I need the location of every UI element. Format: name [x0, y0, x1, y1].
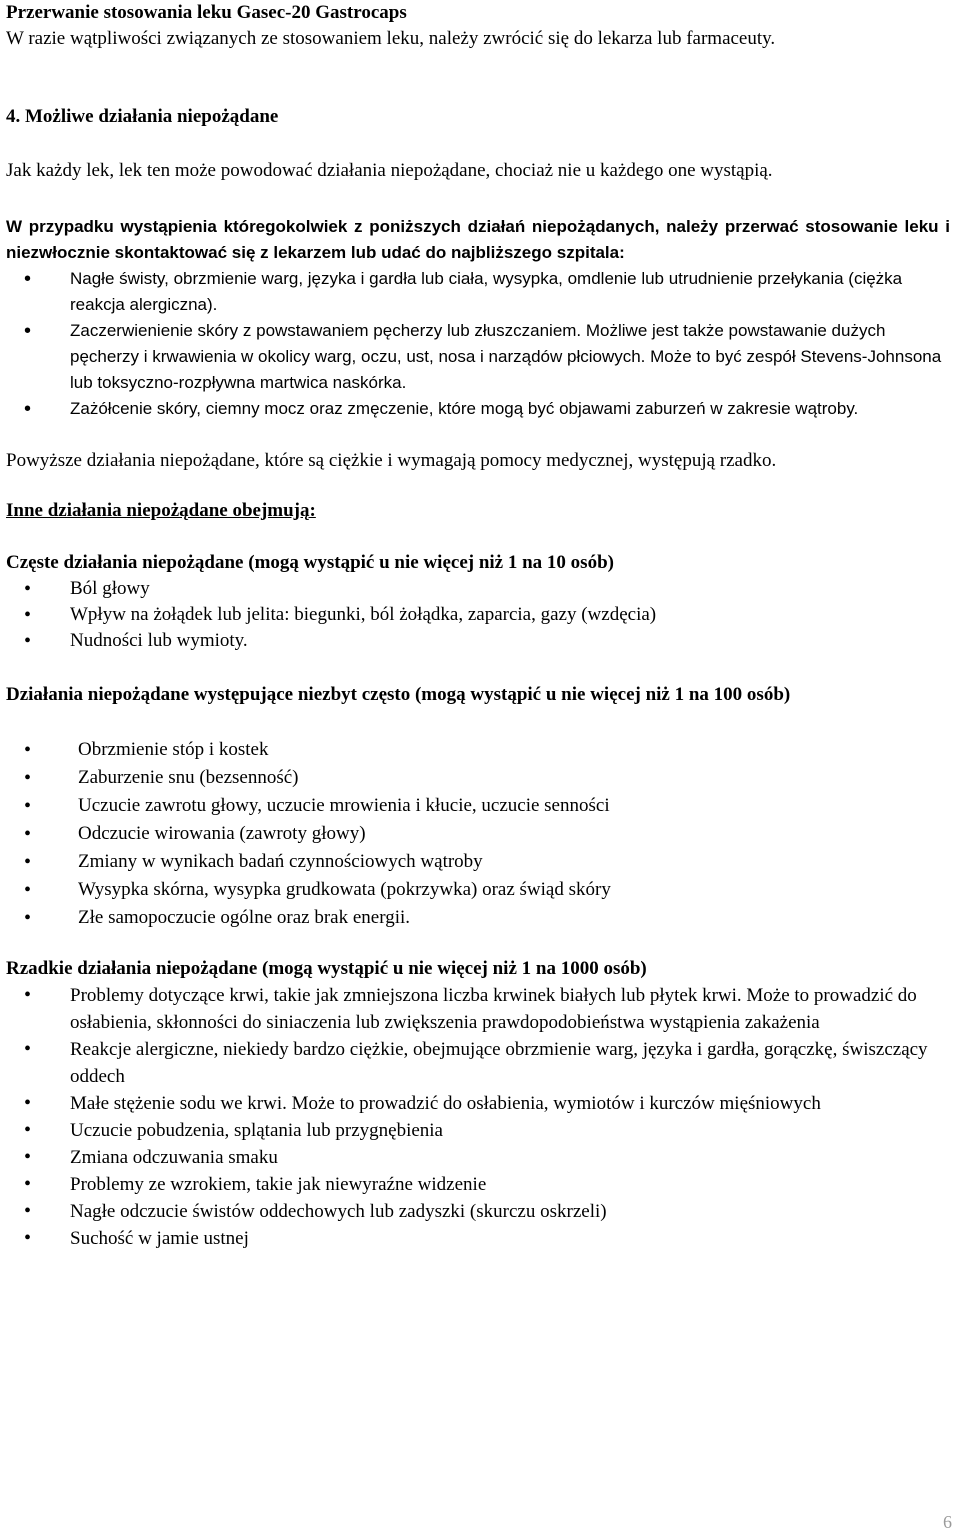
other-effects-heading: Inne działania niepożądane obejmują: — [6, 500, 316, 521]
list-item: • Zażółcenie skóry, ciemny mocz oraz zmęczenie, które mogą być objawami zaburzeń w zakresie wątroby. — [6, 396, 950, 422]
rare-heading: Rzadkie działania niepożądane (mogą wystąpić u nie więcej niż 1 na 1000 osób) — [6, 958, 647, 979]
list-item: • Nudności lub wymioty. — [6, 628, 950, 654]
list-item: • Ból głowy — [6, 576, 950, 602]
list-item: • Nagłe odczucie świstów oddechowych lub zadyszki (skurczu oskrzeli) — [6, 1198, 950, 1225]
interrupt-heading: Przerwanie stosowania leku Gasec-20 Gastrocaps — [6, 2, 407, 23]
rare-note: Powyższe działania niepożądane, które są ciężkie i wymagają pomocy medycznej, występują rzadko. — [6, 450, 777, 471]
interrupt-text: W razie wątpliwości związanych ze stosowaniem leku, należy zwrócić się do lekarza lub farmaceuty. — [6, 28, 776, 49]
uncommon-heading: Działania niepożądane występujące niezbyt często (mogą wystąpić u nie więcej niż 1 na 100 osób) — [6, 684, 791, 705]
list-item: • Problemy dotyczące krwi, takie jak zmniejszona liczba krwinek białych lub płytek krwi. Może to prowadzić do osłabienia, skłonności do siniaczenia lub zwiększenia prawdopodobieństwa wystąpienia zakażenia — [6, 982, 950, 1036]
list-item: • Odczucie wirowania (zawroty głowy) — [6, 820, 950, 848]
section-4-heading: 4. Możliwe działania niepożądane — [6, 106, 279, 127]
list-item: • Zmiana odczuwania smaku — [6, 1144, 950, 1171]
list-item: • Uczucie pobudzenia, splątania lub przygnębienia — [6, 1117, 950, 1144]
list-item: • Zaczerwienienie skóry z powstawaniem pęcherzy lub złuszczaniem. Możliwe jest także powstawanie dużych pęcherzy i krwawienia w okolicy warg, oczu, ust, nosa i narządów płciowych. Może to być zespół Stevens-Johnsona lub toksyczno-rozpływna martwica naskórka. — [6, 318, 950, 396]
section-4-intro: Jak każdy lek, lek ten może powodować działania niepożądane, chociaż nie u każdego one wystąpią. — [6, 160, 773, 181]
list-item: • Wysypka skórna, wysypka grudkowata (pokrzywka) oraz świąd skóry — [6, 876, 950, 904]
serious-warning: W przypadku wystąpienia któregokolwiek z poniższych działań niepożądanych, należy przerwać stosowanie leku i niezwłocznie skontaktować się z lekarzem lub udać do najbliższego szpitala: — [6, 217, 950, 262]
serious-effects-list — [6, 266, 950, 422]
common-heading: Częste działania niepożądane (mogą wystąpić u nie więcej niż 1 na 10 osób) — [6, 552, 614, 573]
list-item: • Małe stężenie sodu we krwi. Może to prowadzić do osłabienia, wymiotów i kurczów mięśniowych — [6, 1090, 950, 1117]
list-item: • Reakcje alergiczne, niekiedy bardzo ciężkie, obejmujące obrzmienie warg, języka i gardła, gorączkę, świszczący oddech — [6, 1036, 950, 1090]
uncommon-effects-list — [6, 736, 950, 932]
list-item: • Obrzmienie stóp i kostek — [6, 736, 950, 764]
list-item: • Problemy ze wzrokiem, takie jak niewyraźne widzenie — [6, 1171, 950, 1198]
list-item: • Wpływ na żołądek lub jelita: biegunki, ból żołądka, zaparcia, gazy (wzdęcia) — [6, 602, 950, 628]
list-item: • Złe samopoczucie ogólne oraz brak energii. — [6, 904, 950, 932]
list-item: • Uczucie zawrotu głowy, uczucie mrowienia i kłucie, uczucie senności — [6, 792, 950, 820]
page-number: 6 — [943, 1512, 952, 1532]
list-item: • Zaburzenie snu (bezsenność) — [6, 764, 950, 792]
rare-effects-list — [6, 982, 950, 1252]
list-item: • Zmiany w wynikach badań czynnościowych wątroby — [6, 848, 950, 876]
list-item: • Nagłe świsty, obrzmienie warg, języka i gardła lub ciała, wysypka, omdlenie lub utrudnienie przełykania (ciężka reakcja alergiczna). — [6, 266, 950, 318]
list-item: • Suchość w jamie ustnej — [6, 1225, 950, 1252]
document-page — [6, 0, 950, 1252]
common-effects-list — [6, 576, 950, 654]
